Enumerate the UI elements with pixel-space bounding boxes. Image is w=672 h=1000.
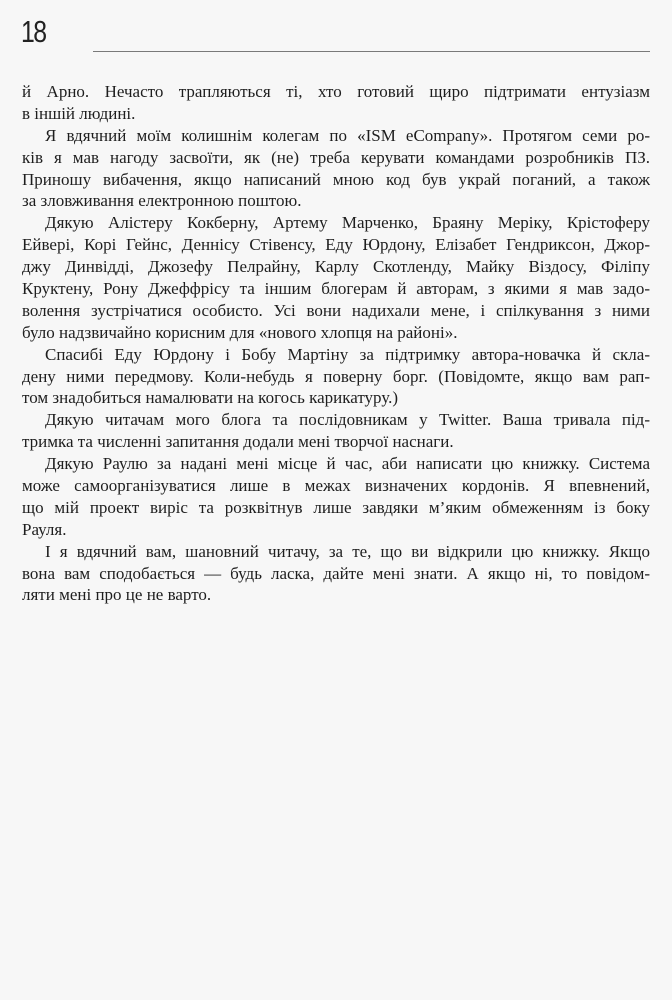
- paragraph: [22, 541, 650, 607]
- paragraph: [22, 81, 650, 125]
- paragraph: [22, 344, 650, 410]
- text-line: джу Динвідді, Джозефу Пелрайну, Карлу Скотленду, Майку Віздосу, Філіпу: [22, 257, 650, 277]
- text-line: дену ними передмову. Коли-небудь я поверну борг. (Повідомте, якщо вам рап-: [22, 366, 650, 386]
- page-number: 18: [21, 14, 46, 49]
- text-line: що мій проект виріс та розквітнув лише завдяки м’яким обмеженням із боку: [22, 497, 650, 517]
- body-text: [22, 81, 650, 606]
- text-line: Дякую читачам мого блога та послідовникам у Twitter. Ваша тривала під-: [45, 410, 650, 430]
- text-line: й Арно. Нечасто трапляються ті, хто готовий щиро підтримати ентузіазм: [22, 82, 650, 101]
- text-line: волення зустрічатися особисто. Усі вони надихали мене, і спілкування з ними: [22, 300, 650, 320]
- text-line: тримка та численні запитання додали мені творчої наснаги.: [22, 432, 454, 452]
- text-line: Дякую Алістеру Кокберну, Артему Марченко, Браяну Меріку, Крістоферу: [45, 213, 650, 233]
- text-line: Спасибі Еду Юрдону і Бобу Мартіну за підтримку автора-новачка й скла-: [45, 344, 650, 364]
- text-line: Круктену, Рону Джеффрісу та іншим блогерам й авторам, з якими я мав задо-: [22, 279, 650, 299]
- text-line: може самоорганізуватися лише в межах визначених кордонів. Я впевнений,: [22, 476, 650, 496]
- text-line: ків я мав нагоду засвоїти, як (не) треба керувати командами розробників ПЗ.: [22, 147, 650, 167]
- header-rule: [93, 51, 650, 52]
- paragraph: [22, 212, 650, 343]
- text-line: Дякую Раулю за надані мені місце й час, аби написати цю книжку. Система: [45, 454, 650, 474]
- text-line: Приношу вибачення, якщо написаний мною код був украй поганий, а також: [22, 169, 650, 189]
- text-line: вона вам сподобається — будь ласка, дайте мені знати. А якщо ні, то повідом-: [22, 563, 650, 583]
- text-line: Я вдячний моїм колишнім колегам по «ISM eCompany». Протягом семи ро-: [45, 125, 650, 145]
- paragraph: [22, 453, 650, 541]
- text-line: том знадобиться намалювати на когось карикатуру.): [22, 388, 399, 408]
- text-line: Рауля.: [22, 519, 67, 539]
- text-line: І я вдячний вам, шановний читачу, за те, що ви відкрили цю книжку. Якщо: [45, 541, 650, 561]
- text-line: ляти мені про це не варто.: [22, 585, 212, 605]
- text-line: в іншій людині.: [22, 103, 136, 123]
- text-line: було надзвичайно корисним для «нового хлопця на районі».: [22, 322, 458, 342]
- text-line: Ейвері, Корі Гейнс, Деннісу Стівенсу, Еду Юрдону, Елізабет Гендриксон, Джор-: [22, 235, 650, 255]
- text-line: за зловживання електронною поштою.: [22, 191, 302, 211]
- paragraph: [22, 125, 650, 213]
- paragraph: [22, 409, 650, 453]
